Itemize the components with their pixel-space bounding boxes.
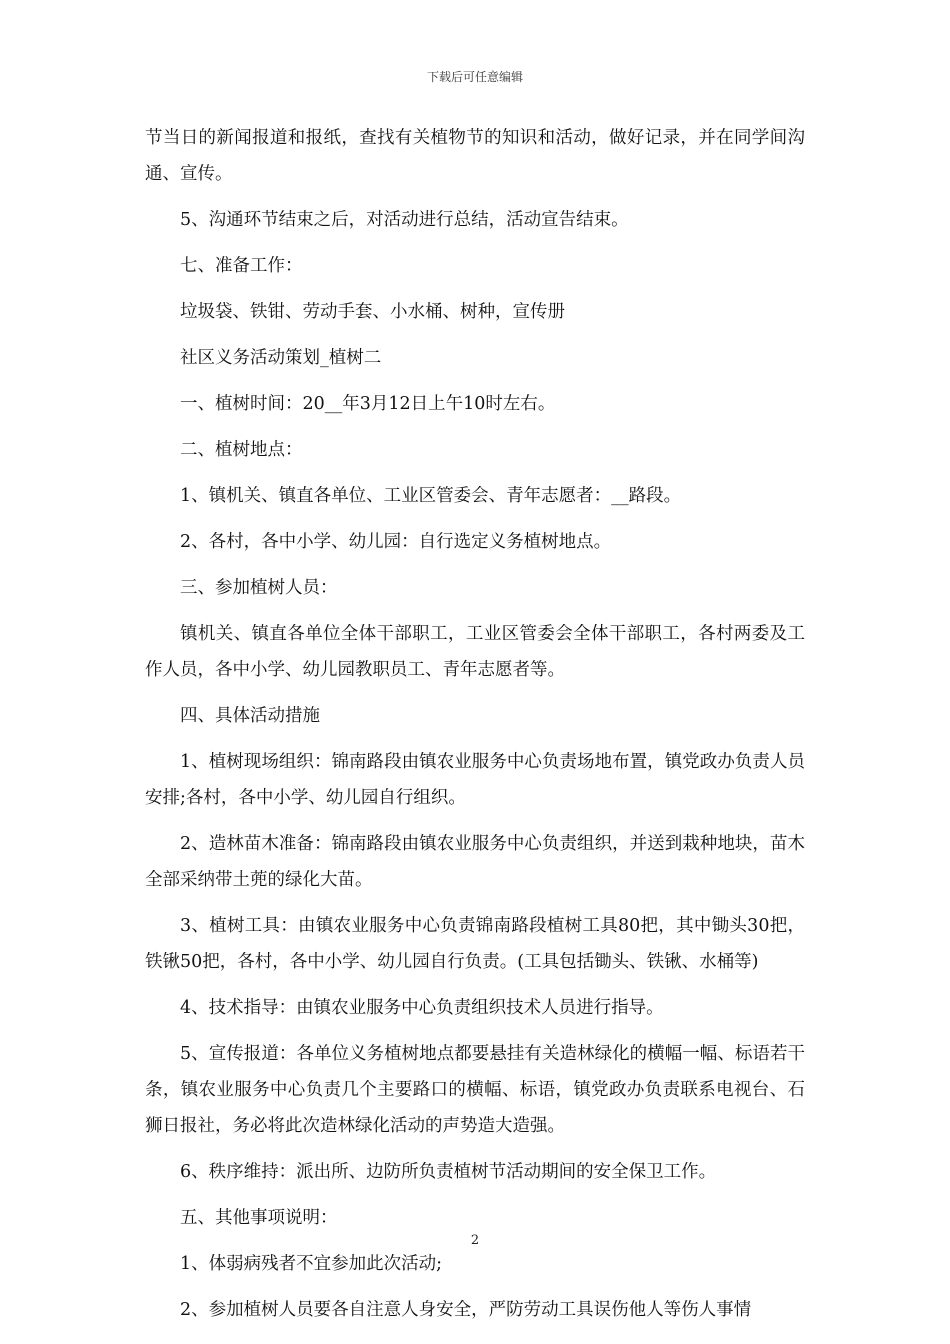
paragraph: 4、技术指导：由镇农业服务中心负责组织技术人员进行指导。 <box>180 998 664 1018</box>
paragraph: 镇机关、镇直各单位全体干部职工，工业区管委会全体干部职工，各村两委及工作人员，各中小学、幼儿园教职员工、青年志愿者等。 <box>145 624 805 680</box>
paragraph: 1、体弱病残者不宜参加此次活动; <box>180 1254 443 1274</box>
paragraph: 3、植树工具：由镇农业服务中心负责锦南路段植树工具80把，其中锄头30把，铁锹50把，各村，各中小学、幼儿园自行负责。(工具包括锄头、铁锹、水桶等) <box>145 916 805 972</box>
paragraph: 1、镇机关、镇直各单位、工业区管委会、青年志愿者：__路段。 <box>180 486 682 506</box>
paragraph: 5、宣传报道：各单位义务植树地点都要悬挂有关造林绿化的横幅一幅、标语若干条，镇农业服务中心负责几个主要路口的横幅、标语，镇党政办负责联系电视台、石狮日报社，务必将此次造林绿化活动的声势造大造强。 <box>145 1044 805 1136</box>
paragraph: 2、各村，各中小学、幼儿园：自行选定义务植树地点。 <box>180 532 612 552</box>
paragraph: 6、秩序维持：派出所、边防所负责植树节活动期间的安全保卫工作。 <box>180 1162 717 1182</box>
paragraph: 一、植树时间：20__年3月12日上午10时左右。 <box>180 394 556 414</box>
paragraph: 5、沟通环节结束之后，对活动进行总结，活动宣告结束。 <box>180 210 629 230</box>
paragraph: 二、植树地点： <box>180 440 303 460</box>
document-body <box>145 120 805 1338</box>
page-number: 2 <box>470 1233 480 1248</box>
paragraph: 社区义务活动策划_植树二 <box>180 348 382 368</box>
paragraph: 1、植树现场组织：锦南路段由镇农业服务中心负责场地布置，镇党政办负责人员安排;各村，各中小学、幼儿园自行组织。 <box>145 752 805 808</box>
paragraph: 七、准备工作： <box>180 256 303 276</box>
page-header: 下载后可任意编辑 <box>426 70 523 84</box>
paragraph: 三、参加植树人员： <box>180 578 338 598</box>
paragraph: 五、其他事项说明： <box>180 1208 338 1228</box>
paragraph: 2、造林苗木准备：锦南路段由镇农业服务中心负责组织，并送到栽种地块，苗木全部采纳带土蔸的绿化大苗。 <box>145 834 805 890</box>
paragraph: 四、具体活动措施 <box>180 706 320 726</box>
paragraph: 2、参加植树人员要各自注意人身安全，严防劳动工具误伤他人等伤人事情 <box>180 1300 752 1320</box>
paragraph: 垃圾袋、铁钳、劳动手套、小水桶、树种，宣传册 <box>180 302 565 322</box>
paragraph: 节当日的新闻报道和报纸，查找有关植物节的知识和活动，做好记录，并在同学间沟通、宣传。 <box>145 128 805 184</box>
